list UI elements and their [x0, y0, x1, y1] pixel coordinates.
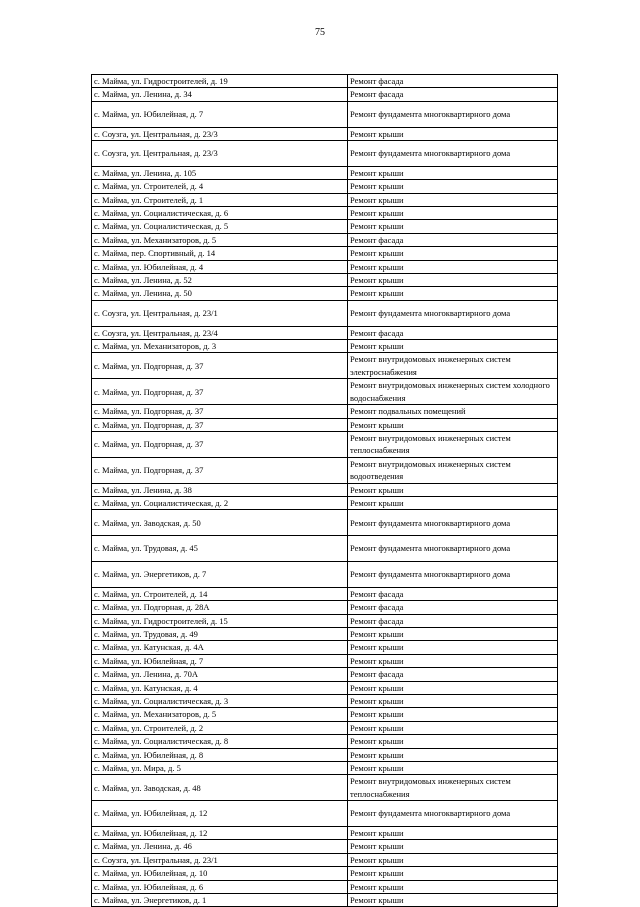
work-type-cell: Ремонт фундамента многоквартирного дома [348, 300, 558, 326]
address-cell: с. Майма, ул. Трудовая, д. 49 [92, 627, 348, 640]
address-cell: с. Майма, ул. Энергетиков, д. 7 [92, 561, 348, 587]
table-row [92, 300, 558, 326]
table-row [92, 274, 558, 287]
table-row [92, 233, 558, 246]
work-type-cell: Ремонт крыши [348, 166, 558, 179]
table-row [92, 405, 558, 418]
table-row [92, 88, 558, 101]
address-cell: с. Майма, ул. Подгорная, д. 37 [92, 379, 348, 405]
table-row [92, 801, 558, 827]
work-type-cell: Ремонт крыши [348, 654, 558, 667]
table-row [92, 654, 558, 667]
work-type-cell: Ремонт внутридомовых инженерных систем теплоснабжения [348, 775, 558, 801]
address-cell: с. Майма, ул. Катунская, д. 4А [92, 641, 348, 654]
work-type-cell: Ремонт фасада [348, 614, 558, 627]
table-row [92, 141, 558, 167]
work-type-cell: Ремонт крыши [348, 748, 558, 761]
work-type-cell: Ремонт крыши [348, 721, 558, 734]
table-row [92, 431, 558, 457]
address-cell: с. Майма, ул. Подгорная, д. 37 [92, 431, 348, 457]
table-row [92, 180, 558, 193]
table-row [92, 762, 558, 775]
work-type-cell: Ремонт фасада [348, 233, 558, 246]
table-row [92, 496, 558, 509]
address-cell: с. Соузга, ул. Центральная, д. 23/1 [92, 300, 348, 326]
table-row [92, 207, 558, 220]
work-type-cell: Ремонт крыши [348, 274, 558, 287]
address-cell: с. Соузга, ул. Центральная, д. 23/3 [92, 127, 348, 140]
table-row [92, 483, 558, 496]
work-type-cell: Ремонт крыши [348, 496, 558, 509]
address-cell: с. Майма, ул. Социалистическая, д. 6 [92, 207, 348, 220]
table-row [92, 614, 558, 627]
table-row [92, 867, 558, 880]
address-cell: с. Майма, ул. Строителей, д. 1 [92, 193, 348, 206]
work-type-cell: Ремонт внутридомовых инженерных систем теплоснабжения [348, 431, 558, 457]
work-type-cell: Ремонт внутридомовых инженерных систем водоотведения [348, 457, 558, 483]
address-cell: с. Майма, ул. Социалистическая, д. 2 [92, 496, 348, 509]
address-cell: с. Майма, ул. Подгорная, д. 37 [92, 353, 348, 379]
table-row [92, 695, 558, 708]
work-type-cell: Ремонт крыши [348, 340, 558, 353]
address-cell: с. Майма, ул. Строителей, д. 2 [92, 721, 348, 734]
table-row [92, 748, 558, 761]
address-cell: с. Майма, ул. Юбилейная, д. 8 [92, 748, 348, 761]
address-cell: с. Майма, ул. Гидростроителей, д. 19 [92, 75, 348, 88]
address-cell: с. Соузга, ул. Центральная, д. 23/1 [92, 853, 348, 866]
table-row [92, 827, 558, 840]
work-type-cell: Ремонт фундамента многоквартирного дома [348, 101, 558, 127]
table-row [92, 193, 558, 206]
works-table [91, 74, 558, 907]
work-type-cell: Ремонт крыши [348, 207, 558, 220]
work-type-cell: Ремонт крыши [348, 287, 558, 300]
work-type-cell: Ремонт фасада [348, 326, 558, 339]
table-row [92, 220, 558, 233]
work-type-cell: Ремонт внутридомовых инженерных систем холодного водоснабжения [348, 379, 558, 405]
table-row [92, 101, 558, 127]
address-cell: с. Майма, ул. Ленина, д. 38 [92, 483, 348, 496]
address-cell: с. Майма, ул. Юбилейная, д. 6 [92, 880, 348, 893]
table-row [92, 326, 558, 339]
address-cell: с. Майма, ул. Ленина, д. 34 [92, 88, 348, 101]
work-type-cell: Ремонт крыши [348, 867, 558, 880]
table-row [92, 721, 558, 734]
work-type-cell: Ремонт крыши [348, 627, 558, 640]
work-type-cell: Ремонт фундамента многоквартирного дома [348, 801, 558, 827]
page-number: 75 [315, 27, 325, 38]
table-row [92, 561, 558, 587]
work-type-cell: Ремонт крыши [348, 840, 558, 853]
work-type-cell: Ремонт крыши [348, 695, 558, 708]
table-row [92, 587, 558, 600]
address-cell: с. Майма, ул. Подгорная, д. 37 [92, 418, 348, 431]
address-cell: с. Майма, ул. Энергетиков, д. 1 [92, 894, 348, 907]
work-type-cell: Ремонт подвальных помещений [348, 405, 558, 418]
table-row [92, 510, 558, 536]
work-type-cell: Ремонт крыши [348, 827, 558, 840]
table-row [92, 641, 558, 654]
table-row [92, 353, 558, 379]
table-row [92, 166, 558, 179]
address-cell: с. Майма, ул. Юбилейная, д. 12 [92, 827, 348, 840]
table-row [92, 127, 558, 140]
table-row [92, 840, 558, 853]
work-type-cell: Ремонт крыши [348, 483, 558, 496]
address-cell: с. Майма, ул. Юбилейная, д. 4 [92, 260, 348, 273]
works-table-body [92, 75, 558, 907]
address-cell: с. Майма, ул. Мира, д. 5 [92, 762, 348, 775]
address-cell: с. Майма, ул. Социалистическая, д. 5 [92, 220, 348, 233]
table-row [92, 247, 558, 260]
table-row [92, 708, 558, 721]
table-row [92, 880, 558, 893]
work-type-cell: Ремонт крыши [348, 762, 558, 775]
address-cell: с. Майма, ул. Механизаторов, д. 5 [92, 708, 348, 721]
address-cell: с. Майма, ул. Трудовая, д. 45 [92, 536, 348, 562]
work-type-cell: Ремонт фасада [348, 601, 558, 614]
table-row [92, 627, 558, 640]
work-type-cell: Ремонт крыши [348, 127, 558, 140]
address-cell: с. Майма, ул. Ленина, д. 52 [92, 274, 348, 287]
work-type-cell: Ремонт фундамента многоквартирного дома [348, 510, 558, 536]
work-type-cell: Ремонт крыши [348, 681, 558, 694]
address-cell: с. Майма, ул. Строителей, д. 14 [92, 587, 348, 600]
table-row [92, 735, 558, 748]
work-type-cell: Ремонт фундамента многоквартирного дома [348, 141, 558, 167]
address-cell: с. Майма, ул. Ленина, д. 50 [92, 287, 348, 300]
address-cell: с. Майма, ул. Юбилейная, д. 10 [92, 867, 348, 880]
table-row [92, 775, 558, 801]
work-type-cell: Ремонт фасада [348, 75, 558, 88]
address-cell: с. Майма, ул. Механизаторов, д. 3 [92, 340, 348, 353]
address-cell: с. Майма, ул. Социалистическая, д. 3 [92, 695, 348, 708]
table-row [92, 340, 558, 353]
address-cell: с. Майма, ул. Катунская, д. 4 [92, 681, 348, 694]
work-type-cell: Ремонт крыши [348, 735, 558, 748]
table-row [92, 668, 558, 681]
address-cell: с. Майма, ул. Подгорная, д. 28А [92, 601, 348, 614]
work-type-cell: Ремонт фасада [348, 88, 558, 101]
address-cell: с. Майма, ул. Гидростроителей, д. 15 [92, 614, 348, 627]
table-row [92, 287, 558, 300]
work-type-cell: Ремонт крыши [348, 880, 558, 893]
table-row [92, 853, 558, 866]
address-cell: с. Майма, ул. Ленина, д. 46 [92, 840, 348, 853]
table-row [92, 379, 558, 405]
address-cell: с. Майма, ул. Заводская, д. 50 [92, 510, 348, 536]
table-row [92, 457, 558, 483]
work-type-cell: Ремонт крыши [348, 894, 558, 907]
work-type-cell: Ремонт фундамента многоквартирного дома [348, 536, 558, 562]
work-type-cell: Ремонт фасада [348, 668, 558, 681]
address-cell: с. Майма, ул. Ленина, д. 105 [92, 166, 348, 179]
work-type-cell: Ремонт крыши [348, 853, 558, 866]
address-cell: с. Майма, ул. Подгорная, д. 37 [92, 457, 348, 483]
work-type-cell: Ремонт крыши [348, 418, 558, 431]
work-type-cell: Ремонт фундамента многоквартирного дома [348, 561, 558, 587]
table-row [92, 681, 558, 694]
address-cell: с. Майма, ул. Строителей, д. 4 [92, 180, 348, 193]
table-row [92, 536, 558, 562]
address-cell: с. Майма, ул. Юбилейная, д. 12 [92, 801, 348, 827]
address-cell: с. Майма, ул. Ленина, д. 70А [92, 668, 348, 681]
address-cell: с. Соузга, ул. Центральная, д. 23/4 [92, 326, 348, 339]
work-type-cell: Ремонт крыши [348, 260, 558, 273]
address-cell: с. Соузга, ул. Центральная, д. 23/3 [92, 141, 348, 167]
work-type-cell: Ремонт крыши [348, 180, 558, 193]
work-type-cell: Ремонт крыши [348, 708, 558, 721]
address-cell: с. Майма, пер. Спортивный, д. 14 [92, 247, 348, 260]
work-type-cell: Ремонт крыши [348, 641, 558, 654]
address-cell: с. Майма, ул. Механизаторов, д. 5 [92, 233, 348, 246]
work-type-cell: Ремонт крыши [348, 220, 558, 233]
table-row [92, 260, 558, 273]
table-row [92, 601, 558, 614]
table-row [92, 75, 558, 88]
work-type-cell: Ремонт фасада [348, 587, 558, 600]
work-type-cell: Ремонт крыши [348, 247, 558, 260]
table-row [92, 418, 558, 431]
address-cell: с. Майма, ул. Социалистическая, д. 8 [92, 735, 348, 748]
address-cell: с. Майма, ул. Заводская, д. 48 [92, 775, 348, 801]
address-cell: с. Майма, ул. Подгорная, д. 37 [92, 405, 348, 418]
work-type-cell: Ремонт внутридомовых инженерных систем электроснабжения [348, 353, 558, 379]
address-cell: с. Майма, ул. Юбилейная, д. 7 [92, 654, 348, 667]
work-type-cell: Ремонт крыши [348, 193, 558, 206]
address-cell: с. Майма, ул. Юбилейная, д. 7 [92, 101, 348, 127]
